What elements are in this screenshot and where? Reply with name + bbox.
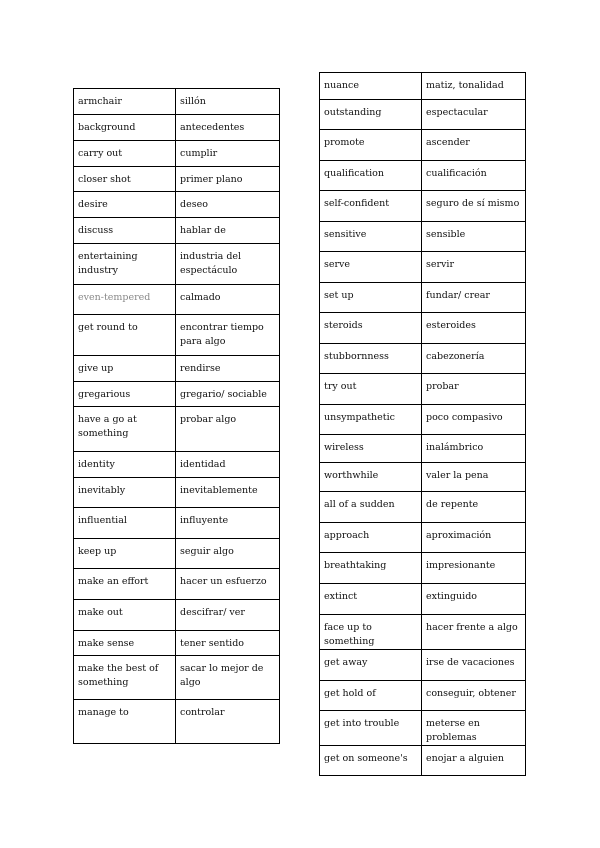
spanish-translation: sensible [422,222,526,252]
english-term: background [74,115,176,141]
spanish-translation: descifrar/ ver [176,600,280,631]
table-row [74,89,280,115]
spanish-translation: extinguido [422,584,526,615]
spanish-translation: inevitablemente [176,478,280,508]
table-row [320,711,526,746]
english-term: entertaining industry [74,244,176,285]
spanish-translation: cualificación [422,161,526,191]
spanish-translation: sillón [176,89,280,115]
english-term: make an effort [74,569,176,600]
english-term: identity [74,452,176,478]
english-term: manage to [74,700,176,744]
spanish-translation: enojar a alguien [422,746,526,776]
table-row [74,115,280,141]
english-term: get on someone's [320,746,422,776]
spanish-translation: probar [422,374,526,405]
english-term: nuance [320,73,422,100]
english-term: discuss [74,218,176,244]
english-term: breathtaking [320,553,422,584]
spanish-translation: sacar lo mejor de algo [176,656,280,700]
table-row [320,463,526,492]
spanish-translation: industria del espectáculo [176,244,280,285]
table-row [320,584,526,615]
table-row [74,141,280,167]
spanish-translation: seguro de sí mismo [422,191,526,222]
table-row [74,600,280,631]
table-row [320,553,526,584]
spanish-translation: rendirse [176,356,280,382]
spanish-translation: servir [422,252,526,283]
table-row [320,161,526,191]
english-term: extinct [320,584,422,615]
table-row [74,407,280,452]
english-term: inevitably [74,478,176,508]
english-term: stubbornness [320,344,422,374]
table-row [74,285,280,315]
table-row [320,191,526,222]
english-term: get away [320,650,422,681]
spanish-translation: poco compasivo [422,405,526,435]
spanish-translation: antecedentes [176,115,280,141]
table-row [74,452,280,478]
english-term: desire [74,192,176,218]
table-row [320,252,526,283]
spanish-translation: espectacular [422,100,526,130]
table-row [320,130,526,161]
table-row [74,631,280,656]
english-term: make the best of something [74,656,176,700]
table-row [320,435,526,463]
table-row [74,356,280,382]
spanish-translation: meterse en problemas [422,711,526,746]
english-term: set up [320,283,422,313]
spanish-translation: calmado [176,285,280,315]
table-row [320,374,526,405]
spanish-translation: seguir algo [176,539,280,569]
english-term: wireless [320,435,422,463]
english-term: all of a sudden [320,492,422,523]
spanish-translation: valer la pena [422,463,526,492]
english-term: unsympathetic [320,405,422,435]
spanish-translation: encontrar tiempo para algo [176,315,280,356]
english-term: outstanding [320,100,422,130]
spanish-translation: ascender [422,130,526,161]
table-row [74,569,280,600]
table-row [320,344,526,374]
table-row [74,656,280,700]
english-term: keep up [74,539,176,569]
spanish-translation: de repente [422,492,526,523]
table-row [74,192,280,218]
english-term: get round to [74,315,176,356]
english-term: serve [320,252,422,283]
spanish-translation: probar algo [176,407,280,452]
spanish-translation: identidad [176,452,280,478]
table-row [74,539,280,569]
spanish-translation: matiz, tonalidad [422,73,526,100]
table-row [74,478,280,508]
english-term: steroids [320,313,422,344]
table-row [74,218,280,244]
spanish-translation: hacer un esfuerzo [176,569,280,600]
spanish-translation: hacer frente a algo [422,615,526,650]
table-row [320,73,526,100]
spanish-translation: impresionante [422,553,526,584]
spanish-translation: hablar de [176,218,280,244]
english-term: make out [74,600,176,631]
spanish-translation: fundar/ crear [422,283,526,313]
table-row [320,405,526,435]
table-row [74,244,280,285]
spanish-translation: primer plano [176,167,280,192]
table-row [320,283,526,313]
english-term: influential [74,508,176,539]
spanish-translation: cabezonería [422,344,526,374]
english-term: promote [320,130,422,161]
english-term: even-tempered [74,285,176,315]
table-row [74,167,280,192]
spanish-translation: tener sentido [176,631,280,656]
english-term: closer shot [74,167,176,192]
spanish-translation: cumplir [176,141,280,167]
table-row [320,615,526,650]
spanish-translation: influyente [176,508,280,539]
table-row [74,508,280,539]
table-row [320,492,526,523]
table-row [320,746,526,776]
english-term: get into trouble [320,711,422,746]
english-term: self-confident [320,191,422,222]
spanish-translation: conseguir, obtener [422,681,526,711]
english-term: armchair [74,89,176,115]
spanish-translation: deseo [176,192,280,218]
english-term: face up to something [320,615,422,650]
spanish-translation: aproximación [422,523,526,553]
english-term: qualification [320,161,422,191]
table-row [320,681,526,711]
table-row [320,523,526,553]
spanish-translation: gregario/ sociable [176,382,280,407]
table-row [74,700,280,744]
table-row [320,313,526,344]
spanish-translation: irse de vacaciones [422,650,526,681]
vocabulary-table-right [319,72,526,776]
english-term: carry out [74,141,176,167]
spanish-translation: inalámbrico [422,435,526,463]
table-row [74,315,280,356]
english-term: sensitive [320,222,422,252]
english-term: get hold of [320,681,422,711]
table-row [320,222,526,252]
english-term: try out [320,374,422,405]
spanish-translation: esteroides [422,313,526,344]
english-term: worthwhile [320,463,422,492]
table-row [320,100,526,130]
table-row [320,650,526,681]
english-term: approach [320,523,422,553]
table-row [74,382,280,407]
english-term: give up [74,356,176,382]
english-term: gregarious [74,382,176,407]
english-term: have a go at something [74,407,176,452]
vocabulary-table-left [73,88,280,744]
english-term: make sense [74,631,176,656]
spanish-translation: controlar [176,700,280,744]
